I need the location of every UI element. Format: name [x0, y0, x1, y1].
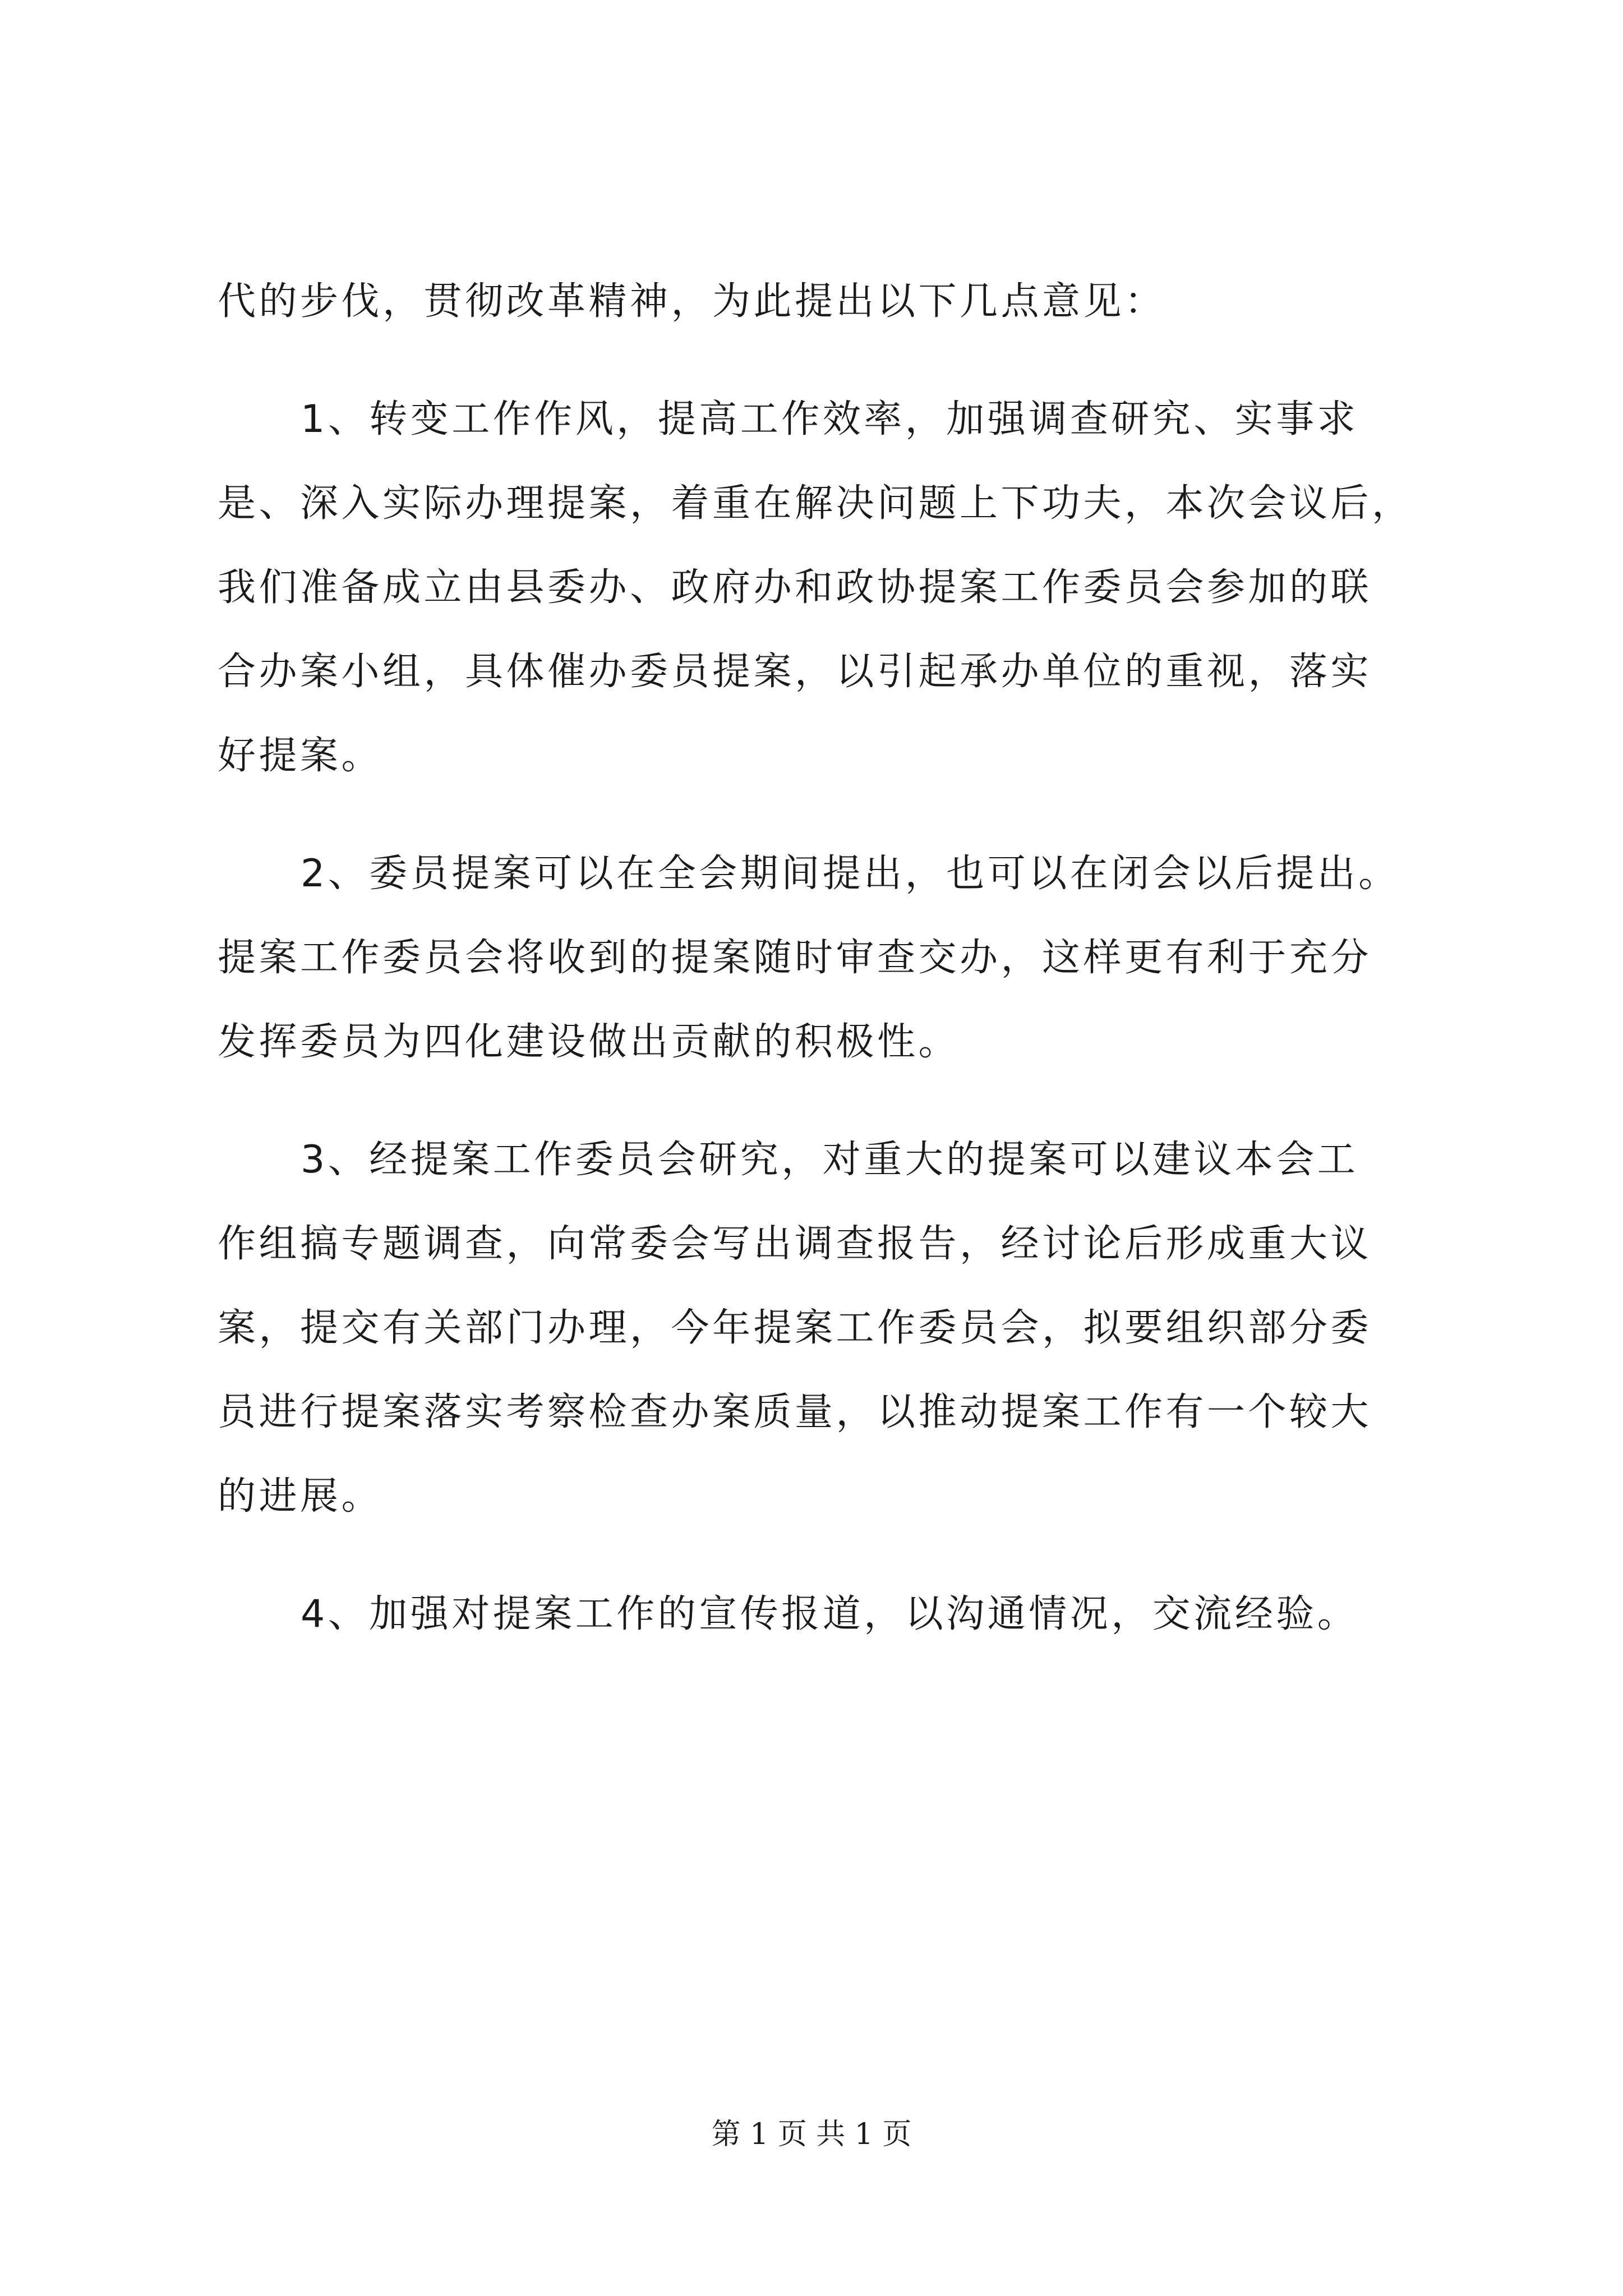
- text-line: 2、委员提案可以在全会期间提出，也可以在闭会以后提出。: [301, 852, 1400, 896]
- text-line: 4、加强对提案工作的宣传报道，以沟通情况，交流经验。: [301, 1592, 1359, 1636]
- text-line: 员进行提案落实考察检查办案质量，以推动提案工作有一个较大: [218, 1390, 1372, 1434]
- text-line: 提案工作委员会将收到的提案随时审查交办，这样更有利于充分: [218, 936, 1372, 980]
- text-line: 发挥委员为四化建设做出贡献的积极性。: [218, 1020, 960, 1064]
- text-line: 1、转变工作作风，提高工作效率，加强调查研究、实事求: [301, 397, 1359, 441]
- text-line: 好提案。: [218, 734, 383, 778]
- text-line: 作组搞专题调查，向常委会写出调查报告，经讨论后形成重大议: [218, 1222, 1372, 1266]
- text-line: 代的步伐，贯彻改革精神，为此提出以下几点意见：: [218, 279, 1166, 324]
- text-line: 合办案小组，具体催办委员提案，以引起承办单位的重视，落实: [218, 650, 1372, 694]
- text-line: 我们准备成立由县委办、政府办和政协提案工作委员会参加的联: [218, 565, 1372, 610]
- text-line: 案，提交有关部门办理，今年提案工作委员会，拟要组织部分委: [218, 1306, 1372, 1350]
- page-number-footer: 第 1 页 共 1 页: [711, 2118, 912, 2151]
- text-line: 是、深入实际办理提案，着重在解决问题上下功夫，本次会议后，: [218, 481, 1413, 526]
- text-line: 的进展。: [218, 1474, 383, 1519]
- text-line: 3、经提案工作委员会研究，对重大的提案可以建议本会工: [301, 1138, 1359, 1182]
